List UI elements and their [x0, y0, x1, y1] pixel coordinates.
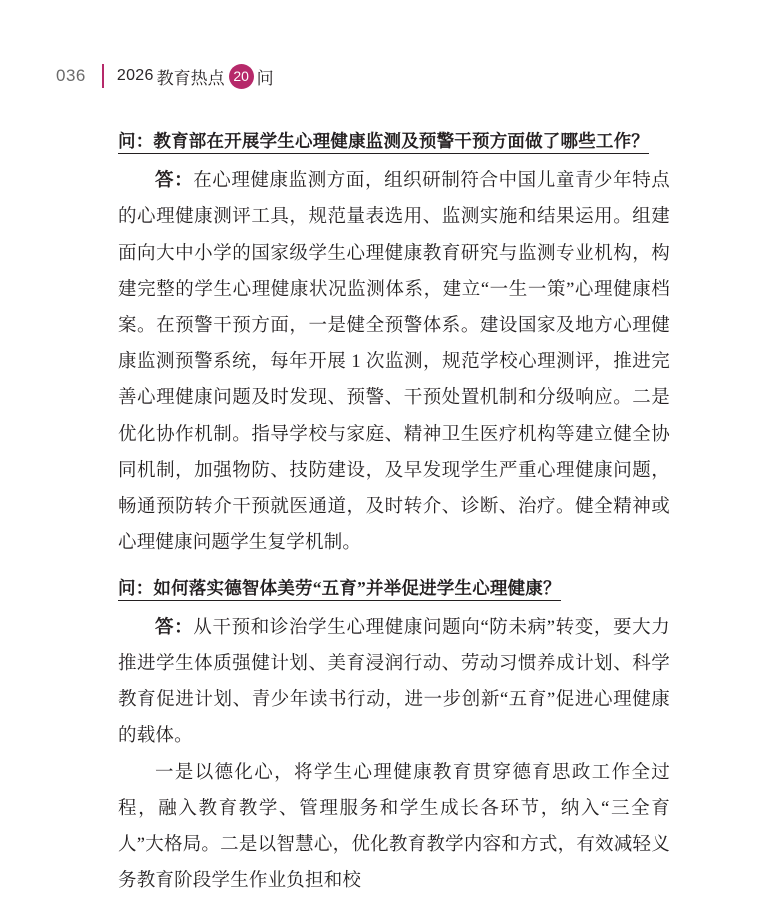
paragraph-2-1 — [118, 610, 670, 755]
body-content — [118, 128, 670, 899]
book-title-year: 2026 — [116, 67, 154, 84]
question-heading-2-text: 问：如何落实德智体美劳“五育”并举促进学生心理健康？ — [118, 578, 561, 601]
answer-label-1: 答： — [155, 171, 194, 192]
book-title — [117, 64, 274, 89]
book-title-after: 问 — [256, 68, 274, 88]
question-heading-1 — [118, 128, 670, 154]
answer-label-2: 答： — [155, 617, 194, 638]
question-heading-1-text: 问：教育部在开展学生心理健康监测及预警干预方面做了哪些工作？ — [118, 131, 649, 154]
paragraph-2-1-text: 从干预和诊治学生心理健康问题向“防未病”转变，要大力推进学生体质强健计划、美育浸润行动、劳动习惯养成计划、科学教育促进计划、青少年读书行动，进一步创新“五育”促进心理健康的载体。 — [118, 617, 671, 747]
badge-number: 20 — [229, 64, 254, 89]
paragraph-2-2 — [118, 755, 670, 899]
paragraph-1-1 — [118, 163, 670, 561]
running-header — [56, 60, 274, 92]
paragraph-1-1-text: 在心理健康监测方面，组织研制符合中国儿童青少年特点的心理健康测评工具，规范量表选用、监测实施和结果运用。组建面向大中小学的国家级学生心理健康教育研究与监测专业机构，构建完整的学生心理健康状况监测体系，建立“一生一策”心理健康档案。在预警干预方面，一是健全预警体系。建设国家及地方心理健康监测预警系统，每年开展 1 次监测，规范学校心理测评，推进完善心理健康问题及时发现、预警、干预处置机制和分级响应。二是优化协作机制。指导学校与家庭、精神卫生医疗机构等建立健全协同机制，加强物防、技防建设，及早发现学生严重心理健康问题，畅通预防转介干预就医通道，及时转介、诊断、治疗。健全精神或心理健康问题学生复学机制。 — [118, 171, 670, 554]
page-number: 036 — [56, 66, 86, 85]
paragraph-2-2-text: 一是以德化心，将学生心理健康教育贯穿德育思政工作全过程，融入教育教学、管理服务和学生成长各环节，纳入“三全育人”大格局。二是以智慧心，优化教育教学内容和方式，有效减轻义务教育阶段学生作业负担和校 — [118, 762, 670, 892]
book-title-before: 教育热点 — [156, 68, 225, 88]
header-divider — [102, 64, 104, 88]
question-heading-2 — [118, 575, 670, 601]
